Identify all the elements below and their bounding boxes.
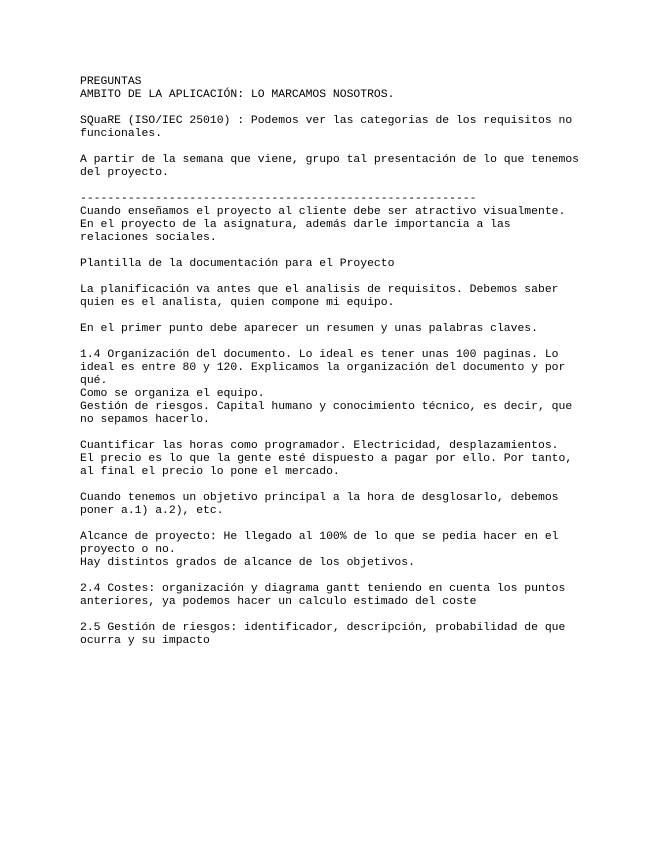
paragraph: [80, 323, 600, 336]
text-line: El precio es lo que la gente esté dispuesto a pagar por ello. Por tanto,: [80, 453, 573, 465]
text-line: AMBITO DE LA APLICACIÓN: LO MARCAMOS NOSOTROS.: [80, 89, 395, 101]
paragraph: [80, 154, 600, 180]
text-line: anteriores, ya podemos hacer un calculo estimado del coste: [80, 596, 477, 608]
text-line: qué.: [80, 375, 108, 387]
paragraph: [80, 284, 600, 310]
paragraph: [80, 492, 600, 518]
text-line: SQuaRE (ISO/IEC 25010) : Podemos ver las categorias de los requisitos no: [80, 115, 573, 127]
paragraph: [80, 349, 600, 427]
text-line: Cuando tenemos un objetivo principal a la hora de desglosarlo, debemos: [80, 492, 559, 504]
text-line: Como se organiza el equipo.: [80, 388, 265, 400]
paragraph: [80, 115, 600, 141]
text-line: proyecto o no.: [80, 544, 176, 556]
text-line: Cuantificar las horas como programador. Electricidad, desplazamientos.: [80, 440, 559, 452]
text-line: La planificación va antes que el analisis de requisitos. Debemos saber: [80, 284, 559, 296]
text-line: Hay distintos grados de alcance de los objetivos.: [80, 557, 415, 569]
text-line: 2.5 Gestión de riesgos: identificador, descripción, probabilidad de que: [80, 622, 566, 634]
text-line: Gestión de riesgos. Capital humano y conocimiento técnico, es decir, que: [80, 401, 573, 413]
text-line: no sepamos hacerlo.: [80, 414, 210, 426]
text-line: 1.4 Organización del documento. Lo ideal es tener unas 100 paginas. Lo: [80, 349, 559, 361]
text-line: ocurra y su impacto: [80, 635, 210, 647]
text-line: 2.4 Costes: organización y diagrama gantt teniendo en cuenta los puntos: [80, 583, 566, 595]
paragraph: [80, 622, 600, 648]
text-line: al final el precio lo pone el mercado.: [80, 466, 340, 478]
text-line: Cuando enseñamos el proyecto al cliente debe ser atractivo visualmente.: [80, 206, 566, 218]
text-line: ideal es entre 80 y 120. Explicamos la organización del documento y por: [80, 362, 566, 374]
paragraph: [80, 440, 600, 479]
paragraph: [80, 531, 600, 570]
text-line: poner a.1) a.2), etc.: [80, 505, 224, 517]
text-line: Alcance de proyecto: He llegado al 100% de lo que se pedia hacer en el: [80, 531, 559, 543]
text-line: funcionales.: [80, 128, 163, 140]
document-body: [80, 76, 600, 661]
text-line: En el proyecto de la asignatura, además darle importancia a las: [80, 219, 511, 231]
text-line: ----------------------------------------------------------: [80, 193, 477, 205]
text-line: del proyecto.: [80, 167, 169, 179]
paragraph: [80, 193, 600, 245]
paragraph: [80, 76, 600, 102]
text-line: En el primer punto debe aparecer un resumen y unas palabras claves.: [80, 323, 538, 335]
text-line: A partir de la semana que viene, grupo tal presentación de lo que tenemos: [80, 154, 579, 166]
text-line: PREGUNTAS: [80, 76, 142, 88]
paragraph: [80, 583, 600, 609]
text-line: relaciones sociales.: [80, 232, 217, 244]
text-line: quien es el analista, quien compone mi equipo.: [80, 297, 395, 309]
text-line: Plantilla de la documentación para el Proyecto: [80, 258, 395, 270]
paragraph: [80, 258, 600, 271]
